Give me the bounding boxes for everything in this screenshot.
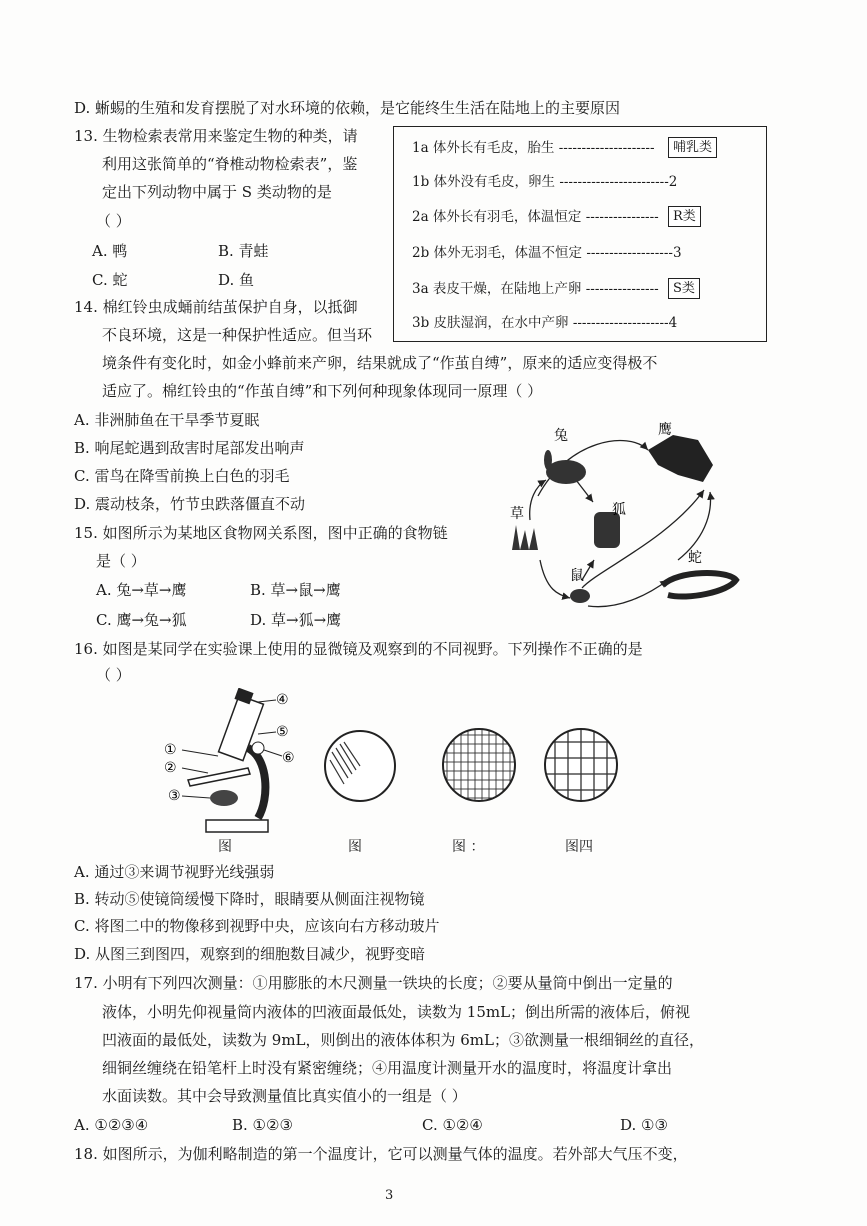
label-2: ② xyxy=(164,760,177,776)
key-row-2b: 2b 体外无羽毛，体温不恒定 -------------------3 xyxy=(412,245,682,261)
q14-option-c: C. 雷鸟在降雪前换上白色的羽毛 xyxy=(74,467,290,485)
q15-option-c: C. 鹰→兔→狐 xyxy=(96,611,187,629)
label-5: ⑤ xyxy=(276,724,289,740)
food-web-diagram xyxy=(498,420,748,620)
q17-stem-2: 液体，小明先仰视量筒内液体的凹液面最低处，读数为 15mL；倒出所需的液体后，俯视 xyxy=(102,1003,691,1021)
q15-option-d: D. 草→狐→鹰 xyxy=(250,611,342,629)
q17-stem-5: 水面读数。其中会导致测量值比真实值小的一组是（ ） xyxy=(102,1087,467,1105)
q17-stem-3: 凹液面的最低处，读数为 9mL，则倒出的液体体积为 6mL；③欲测量一根细铜丝的直径， xyxy=(102,1031,704,1049)
label-snake: 蛇 xyxy=(688,550,702,566)
fig-caption-2: 图 xyxy=(348,839,362,855)
label-grass: 草 xyxy=(510,506,524,522)
q13-option-a: A. 鸭 xyxy=(92,242,128,260)
label-eagle: 鹰 xyxy=(658,422,672,438)
q14-stem-2: 不良环境，这是一种保护性适应。但当环 xyxy=(102,326,373,344)
vertebrate-key-table xyxy=(393,126,767,342)
label-rabbit: 兔 xyxy=(554,428,568,444)
q17-option-c: C. ①②④ xyxy=(422,1116,483,1134)
key-tag-s: S类 xyxy=(668,278,700,299)
q13-answer-paren: （ ） xyxy=(96,212,131,230)
q14-stem-4: 适应了。棉红铃虫的“作茧自缚”和下列何种现象体现同一原理（ ） xyxy=(102,382,543,400)
key-tag-r: R类 xyxy=(668,206,701,227)
key-row-3a: 3a 表皮干燥，在陆地上产卵 ---------------- xyxy=(412,281,659,297)
q16-option-d: D. 从图三到图四，观察到的细胞数目减少，视野变暗 xyxy=(74,945,426,963)
field-of-view-3 xyxy=(440,726,518,804)
field-of-view-4 xyxy=(542,726,620,804)
q15-stem-1: 15. 如图所示为某地区食物网关系图，图中正确的食物链 xyxy=(74,524,448,542)
q13-option-b: B. 青蛙 xyxy=(218,242,269,260)
q16-option-c: C. 将图二中的物像移到视野中央，应该向右方移动玻片 xyxy=(74,917,440,935)
q14-stem-1: 14. 棉红铃虫成蛹前结茧保护自身，以抵御 xyxy=(74,298,358,316)
q16-option-a: A. 通过③来调节视野光线强弱 xyxy=(74,863,275,881)
q15-option-a: A. 兔→草→鹰 xyxy=(96,581,187,599)
q18-stem-1: 18. 如图所示，为伽利略制造的第一个温度计，它可以测量气体的温度。若外部大气压不变， xyxy=(74,1145,688,1163)
field-of-view-2 xyxy=(322,728,398,804)
label-1: ① xyxy=(164,742,177,758)
key-row-3b: 3b 皮肤湿润，在水中产卵 ---------------------4 xyxy=(412,315,678,331)
q17-option-a: A. ①②③④ xyxy=(74,1116,149,1134)
q15-option-b: B. 草→鼠→鹰 xyxy=(250,581,341,599)
q14-option-d: D. 震动枝条，竹节虫跌落僵直不动 xyxy=(74,495,306,513)
q17-option-d: D. ①③ xyxy=(620,1116,668,1134)
eagle-figure xyxy=(648,435,713,482)
fig-caption-1: 图 xyxy=(218,839,232,855)
q16-stem-2: （ ） xyxy=(96,666,131,684)
q13-stem-1: 13. 生物检索表常用来鉴定生物的种类，请 xyxy=(74,127,358,145)
label-6: ⑥ xyxy=(282,750,295,766)
fig-caption-3: 图 ： xyxy=(452,839,485,855)
label-mouse: 鼠 xyxy=(570,568,584,584)
q14-option-a: A. 非洲肺鱼在干旱季节夏眠 xyxy=(74,411,260,429)
page-number: 3 xyxy=(385,1188,394,1203)
label-fox: 狐 xyxy=(612,502,626,518)
fig-caption-4: 图四 xyxy=(565,839,593,855)
q14-stem-3: 境条件有变化时，如金小蜂前来产卵，结果就成了“作茧自缚”，原来的适应变得极不 xyxy=(102,354,658,372)
q17-stem-4: 细铜丝缠绕在铅笔杆上时没有紧密缠绕；④用温度计测量开水的温度时，将温度计拿出 xyxy=(102,1059,673,1077)
snake-figure xyxy=(663,573,736,596)
q13-stem-2: 利用这张简单的“脊椎动物检索表”，鉴 xyxy=(102,155,358,173)
q17-option-b: B. ①②③ xyxy=(232,1116,293,1134)
q14-option-b: B. 响尾蛇遇到敌害时尾部发出响声 xyxy=(74,439,305,457)
label-3: ③ xyxy=(168,788,181,804)
key-row-1b: 1b 体外没有毛皮，卵生 ------------------------2 xyxy=(412,174,678,190)
microscope-diagram xyxy=(158,688,308,834)
q13-stem-3: 定出下列动物中属于 S 类动物的是 xyxy=(102,183,332,201)
rabbit-figure xyxy=(546,460,586,484)
q16-option-b: B. 转动⑤使镜筒缓慢下降时，眼睛要从侧面注视物镜 xyxy=(74,890,425,908)
label-4: ④ xyxy=(276,692,289,708)
q13-option-c: C. 蛇 xyxy=(92,271,128,289)
q12-option-d: D. 蜥蜴的生殖和发育摆脱了对水环境的依赖，是它能终生生活在陆地上的主要原因 xyxy=(74,99,621,117)
key-tag-mammal: 哺乳类 xyxy=(668,137,717,158)
q16-stem-1: 16. 如图是某同学在实验课上使用的显微镜及观察到的不同视野。下列操作不正确的是 xyxy=(74,640,643,658)
key-row-1a: 1a 体外长有毛皮，胎生 --------------------- xyxy=(412,140,655,156)
mouse-figure xyxy=(570,589,590,603)
key-row-2a: 2a 体外长有羽毛，体温恒定 ---------------- xyxy=(412,209,659,225)
q17-stem-1: 17. 小明有下列四次测量：①用膨胀的木尺测量一铁块的长度；②要从量筒中倒出一定量的 xyxy=(74,974,673,992)
q15-stem-2: 是（ ） xyxy=(96,552,146,570)
q13-option-d: D. 鱼 xyxy=(218,271,255,289)
grass-figure xyxy=(512,525,538,550)
